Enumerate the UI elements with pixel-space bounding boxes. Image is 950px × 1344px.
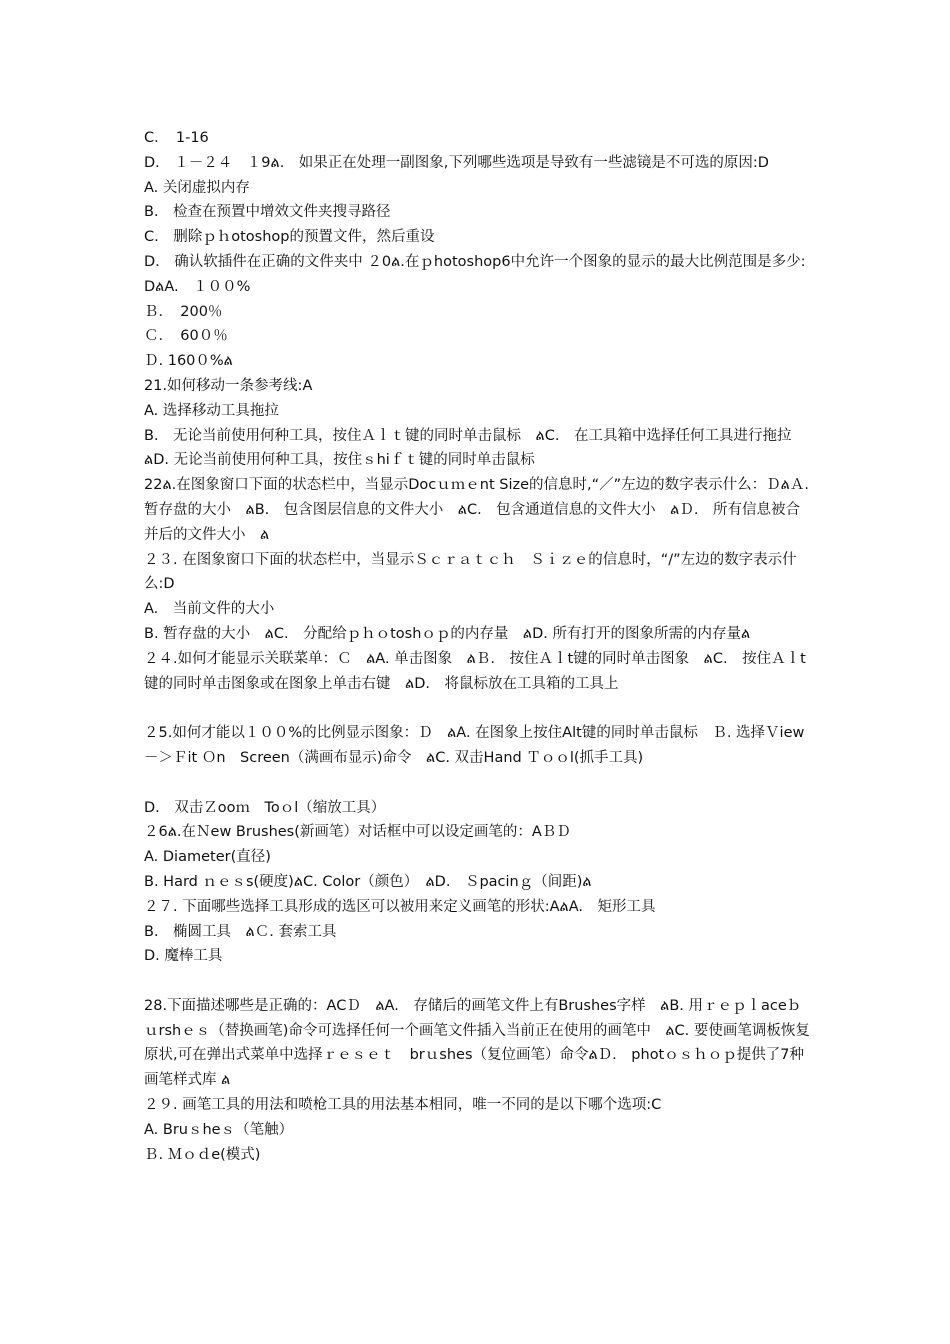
text-line: Ｂ. Ｍｏｄe(模式)	[144, 1146, 261, 1163]
text-line: B. 检查在预置中增效文件夹搜寻路径	[144, 204, 391, 221]
text-line: C． 1-16	[144, 130, 209, 146]
text-line: Ｂ． 200％	[144, 303, 223, 320]
text-line: A. Diameter(直径)	[144, 849, 271, 866]
text-line: ２6ል.在Ｎew Brushes(新画笔）对话框中可以设定画笔的：AＢＤ	[144, 824, 571, 841]
blank-line	[144, 696, 810, 721]
text-line: ２４.如何才能显示关联菜单：Ｃ ልA. 单击图象 ልＢ. 按住Ａｌt键的同时单击图象 ልC. 按住Ａｌt键的同时单击图象或在图象上单击右键 ልD. 将鼠标放在工具箱的工具上	[144, 650, 806, 692]
blank-line	[144, 771, 810, 796]
text-line: 21.如何移动一条参考线:A	[144, 377, 313, 394]
blank-line	[144, 969, 810, 994]
text-line: D. 双击Ｚooｍ Toｏl（缩放工具）	[144, 799, 386, 816]
text-line: A. 选择移动工具拖拉	[144, 402, 279, 419]
text-line: B. 椭圆工具 ልＣ. 套索工具	[144, 923, 337, 940]
text-line: B. 暂存盘的大小 ልC. 分配给ｐｈｏtoshｏｐ的内存量 ልD. 所有打开的图象所需的内存量ል	[144, 625, 751, 642]
text-line: A. Bruｓheｓ（笔触）	[144, 1121, 294, 1138]
text-line: ２5.如何才能以１００%的比例显示图象：Ｄ ልA. 在图象上按住Alt键的同时单击鼠标 Ｂ. 选择Ｖiew－＞Ｆit Ｏn Screen（满画布显示)命令 ልC. 双击Hand Ｔｏｏl(抓手工具)	[144, 725, 805, 766]
text-line: Ｃ． 60０％	[144, 328, 228, 345]
text-line: ２９. 画笔工具的用法和喷枪工具的用法基本相同，唯一不同的是以下哪个选项:C	[144, 1097, 662, 1114]
text-line: A. 关闭虚拟内存	[144, 179, 250, 196]
text-line: A. 当前文件的大小	[144, 601, 275, 618]
text-line: 28.下面描述哪些是正确的：ACＤ ልA. 存储后的画笔文件上有Brushes字样 ልB. 用ｒｅｐｌaceｂｕrshｅｓ（替换画笔)命令可选择任何一个画笔文件插入当前正在使用的画笔中 ልC. 要使画笔调板恢复原状,可在弹出式菜单中选择ｒｅｓｅｔ brｕshes（复位画笔）命令ልＤ. photｏｓｈｏｐ提供了7种画笔样式库 ል	[144, 997, 810, 1089]
text-line: B. Hard ｎｅｓs(硬度)ልC. Color（颜色） ልD. Ｓpacinｇ（间距)ል	[144, 873, 592, 890]
text-line: C. 删除ｐｈotoshop的预置文件，然后重设	[144, 229, 435, 246]
text-line: 22ል.在图象窗口下面的状态栏中，当显示Docｕｍｅnt Size的信息时,“／”左边的数字表示什么：ＤልＡ. 暂存盘的大小 ልB. 包含图层信息的文件大小 ልC. 包含通道信息的文件大小 ልＤ. 所有信息被合并后的文件大小 ል	[144, 477, 824, 543]
text-line: B. 无论当前使用何种工具，按住Ａｌｔ键的同时单击鼠标 ልC. 在工具箱中选择任何工具进行拖拉 ልD. 无论当前使用何种工具，按住ｓhiｆｔ键的同时单击鼠标	[144, 427, 806, 469]
text-line: D. 确认软插件在正确的文件夹中 ２0ል.在ｐhotoshop6中允许一个图象的显示的最大比例范围是多少:DልA. １００%	[144, 253, 806, 295]
document-body	[144, 126, 824, 1167]
text-line: ２３. 在图象窗口下面的状态栏中，当显示Ｓｃｒａｔｃｈ Ｓｉｚｅ的信息时，“/”左边的数字表示什么:D	[144, 551, 797, 593]
text-line: D. １－２４ １9ል. 如果正在处理一副图象,下列哪些选项是导致有一些滤镜是不可选的原因:D	[144, 154, 769, 171]
text-line: Ｄ. 160０%ል	[144, 353, 233, 370]
text-line: D. 魔棒工具	[144, 948, 223, 965]
text-line: ２７. 下面哪些选择工具形成的选区可以被用来定义画笔的形状:AልA. 矩形工具	[144, 898, 656, 915]
